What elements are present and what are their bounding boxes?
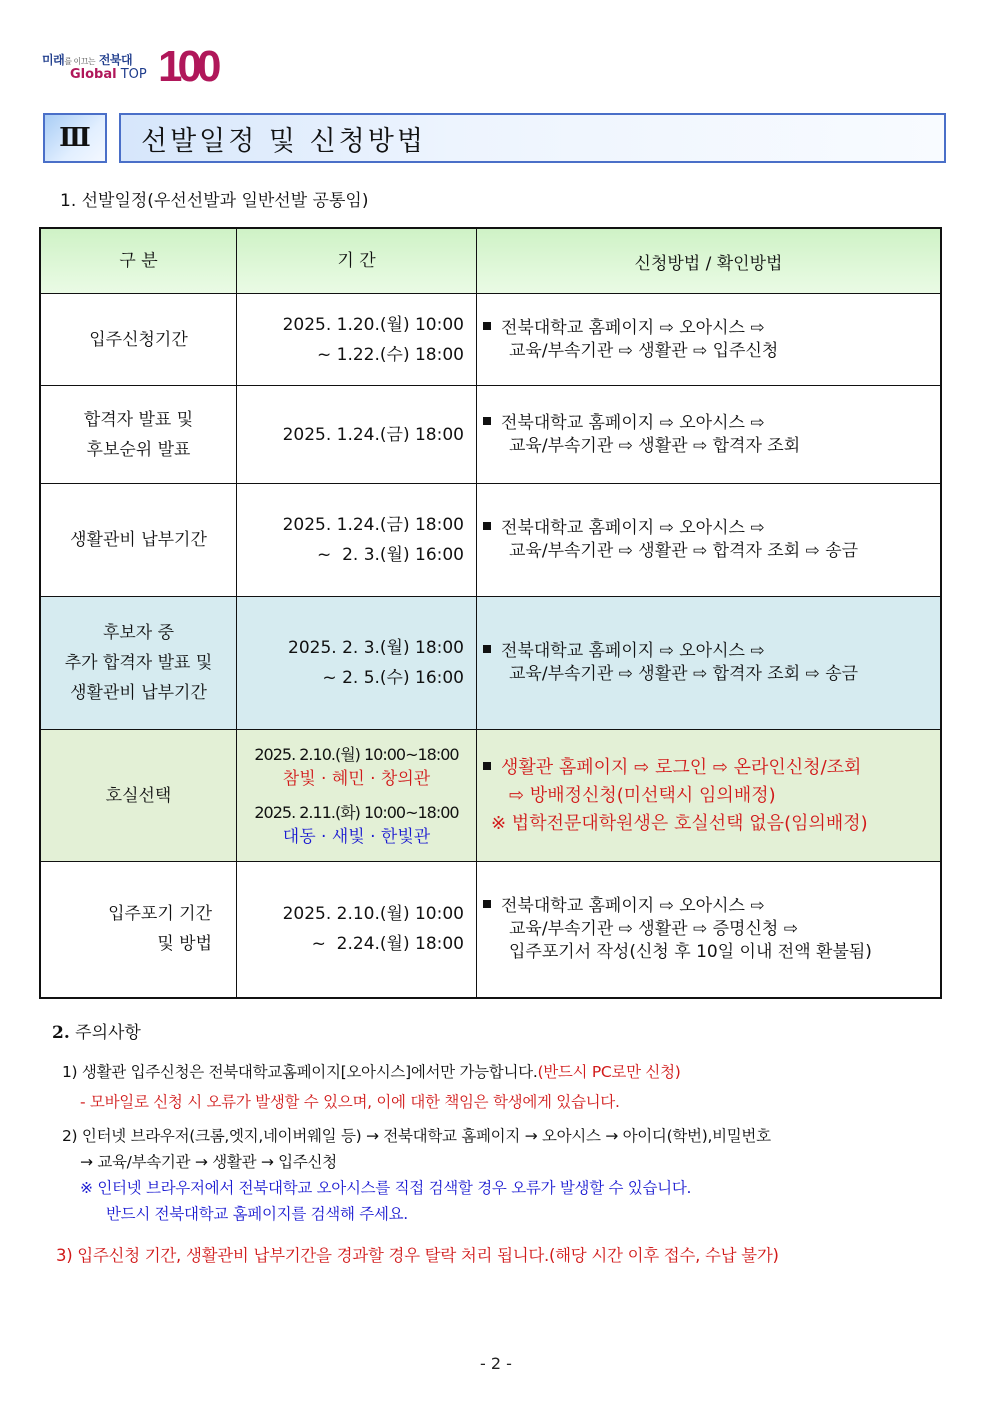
note-2-cont: → 교육/부속기관 → 생활관 → 입주신청 [80, 1153, 337, 1171]
row-category [40, 862, 237, 998]
square-bullet-icon [483, 322, 491, 330]
period-start: 2025. 2.10.(월) 10:00 [282, 904, 464, 925]
section-title: 선발일정 및 신청방법 [119, 113, 946, 163]
note-1-text: 1) 생활관 입주신청은 전북대학교홈페이지[오아시스]에서만 가능합니다. [62, 1063, 538, 1081]
logo-number-100: 100 [158, 42, 217, 91]
note-3: 3) 입주신청 기간, 생활관비 납부기간을 경과할 경우 탈락 처리 됩니다.(해당 시간 이후 접수, 수납 불가) [56, 1246, 779, 1265]
subsection-title-schedule: 1. 선발일정(우선선발과 일반선발 공통임) [60, 191, 369, 211]
row-period [237, 484, 477, 597]
row-period [237, 862, 477, 998]
subsection-title-notes [52, 1018, 141, 1043]
row-category [40, 294, 237, 386]
row-method [477, 386, 942, 484]
row-period [237, 597, 477, 730]
notes-title: 주의사항 [75, 1023, 141, 1043]
halls-day1: 참빛 · 혜민 · 창의관 [282, 768, 431, 789]
square-bullet-icon [483, 522, 491, 530]
header-category: 구 분 [40, 228, 237, 294]
row-method [477, 484, 942, 597]
table-row [40, 597, 941, 730]
square-bullet-icon [483, 645, 491, 653]
notes-number: 2. [52, 1023, 70, 1043]
period-end: ~ 2.24.(월) 18:00 [311, 934, 464, 955]
logo-text-ikkeuneun: 를 이끄는 [64, 57, 96, 66]
table-row [40, 862, 941, 998]
period-end: ~ 2. 3.(월) 16:00 [317, 545, 464, 565]
university-logo [40, 44, 215, 94]
method-line: ⇨ 방배정신청(미선택시 임의배정) [509, 784, 776, 806]
logo-slogan [42, 51, 132, 68]
note-2: 2) 인터넷 브라우저(크롬,엣지,네이버웨일 등) → 전북대학교 홈페이지 → 오아시스 → 아이디(학번),비밀번호 [62, 1127, 771, 1145]
method-line [483, 412, 940, 435]
method-note: ※ 법학전문대학원생은 호실선택 없음(임의배정) [491, 812, 868, 834]
category-text: 합격자 발표 및 [83, 409, 194, 430]
row-period [237, 294, 477, 386]
header-period: 기 간 [237, 228, 477, 294]
logo-global-top [70, 67, 147, 82]
table-row [40, 484, 941, 597]
period-day1: 2025. 2.10.(월) 10:00~18:00 [254, 744, 459, 764]
period-day2: 2025. 2.11.(화) 10:00~18:00 [254, 802, 459, 822]
method-text: 전북대학교 홈페이지 ⇨ 오아시스 ⇨ [501, 412, 765, 433]
logo-text-global: Global [70, 67, 117, 82]
schedule-table [39, 227, 942, 999]
row-method [477, 597, 942, 730]
method-text: 전북대학교 홈페이지 ⇨ 오아시스 ⇨ [501, 641, 765, 661]
period-start: 2025. 1.20.(월) 10:00 [282, 314, 464, 335]
period-end: ~ 1.22.(수) 18:00 [317, 344, 464, 365]
square-bullet-icon [483, 417, 491, 425]
period-start: 2025. 1.24.(금) 18:00 [282, 515, 464, 535]
section-number-box: Ⅲ [43, 113, 107, 163]
method-line: 교육/부속기관 ⇨ 생활관 ⇨ 합격자 조회 ⇨ 송금 [509, 664, 859, 684]
category-text: 추가 합격자 발표 및 [64, 653, 213, 673]
method-line [483, 317, 940, 340]
table-header-row [40, 228, 941, 294]
row-category [40, 730, 237, 862]
method-line [483, 517, 940, 540]
method-line: 교육/부속기관 ⇨ 생활관 ⇨ 합격자 조회 [509, 435, 801, 456]
category-text: 입주신청기간 [89, 329, 188, 350]
method-line [483, 640, 940, 663]
page-number: - 2 - [480, 1354, 512, 1373]
period-end: ~ 2. 5.(수) 16:00 [322, 668, 464, 688]
method-line: 교육/부속기관 ⇨ 생활관 ⇨ 합격자 조회 ⇨ 송금 [509, 541, 859, 561]
method-line [483, 754, 940, 782]
halls-day2: 대동 · 새빛 · 한빛관 [282, 826, 431, 847]
note-1-emphasis: (반드시 PC로만 신청) [537, 1063, 681, 1081]
row-category [40, 484, 237, 597]
method-line [483, 895, 940, 918]
method-line: 입주포기서 작성(신청 후 10일 이내 전액 환불됨) [509, 941, 872, 962]
method-text: 전북대학교 홈페이지 ⇨ 오아시스 ⇨ [501, 518, 765, 538]
table-row [40, 730, 941, 862]
note-2-warning: ※ 인터넷 브라우저에서 전북대학교 오아시스를 직접 검색할 경우 오류가 발생할 수 있습니다. [80, 1179, 692, 1197]
table-row [40, 294, 941, 386]
method-text: 전북대학교 홈페이지 ⇨ 오아시스 ⇨ [501, 317, 765, 338]
row-period [237, 386, 477, 484]
row-method [477, 862, 942, 998]
note-2-warning-cont: 반드시 전북대학교 홈페이지를 검색해 주세요. [106, 1205, 408, 1223]
logo-text-mirae: 미래 [42, 53, 65, 67]
row-method [477, 294, 942, 386]
method-line: 교육/부속기관 ⇨ 생활관 ⇨ 입주신청 [509, 340, 779, 361]
note-1-sub: - 모바일로 신청 시 오류가 발생할 수 있으며, 이에 대한 책임은 학생에게 있습니다. [80, 1093, 620, 1111]
category-text: 후보자 중 [102, 623, 175, 643]
note-1 [62, 1060, 681, 1082]
square-bullet-icon [483, 900, 491, 908]
method-line: 교육/부속기관 ⇨ 생활관 ⇨ 증명신청 ⇨ [509, 918, 798, 939]
square-bullet-icon [483, 762, 491, 770]
row-category [40, 597, 237, 730]
method-text: 전북대학교 홈페이지 ⇨ 오아시스 ⇨ [501, 895, 765, 916]
logo-text-jeonbuk: 전북대 [98, 53, 133, 67]
row-category [40, 386, 237, 484]
period-start: 2025. 2. 3.(월) 18:00 [288, 638, 464, 658]
category-text: 후보순위 발표 [86, 439, 191, 460]
method-text: 생활관 홈페이지 ⇨ 로그인 ⇨ 온라인신청/조회 [501, 756, 862, 778]
category-text: 생활관비 납부기간 [70, 530, 207, 550]
period-date: 2025. 1.24.(금) 18:00 [282, 424, 464, 445]
table-row [40, 386, 941, 484]
category-text: 호실선택 [105, 785, 172, 806]
category-text: 생활관비 납부기간 [70, 683, 207, 703]
row-period [237, 730, 477, 862]
header-method: 신청방법 / 확인방법 [477, 228, 942, 294]
logo-text-top: TOP [116, 67, 147, 82]
category-text: 입주포기 기간 [108, 904, 212, 925]
row-method [477, 730, 942, 862]
category-text: 및 방법 [157, 934, 212, 955]
